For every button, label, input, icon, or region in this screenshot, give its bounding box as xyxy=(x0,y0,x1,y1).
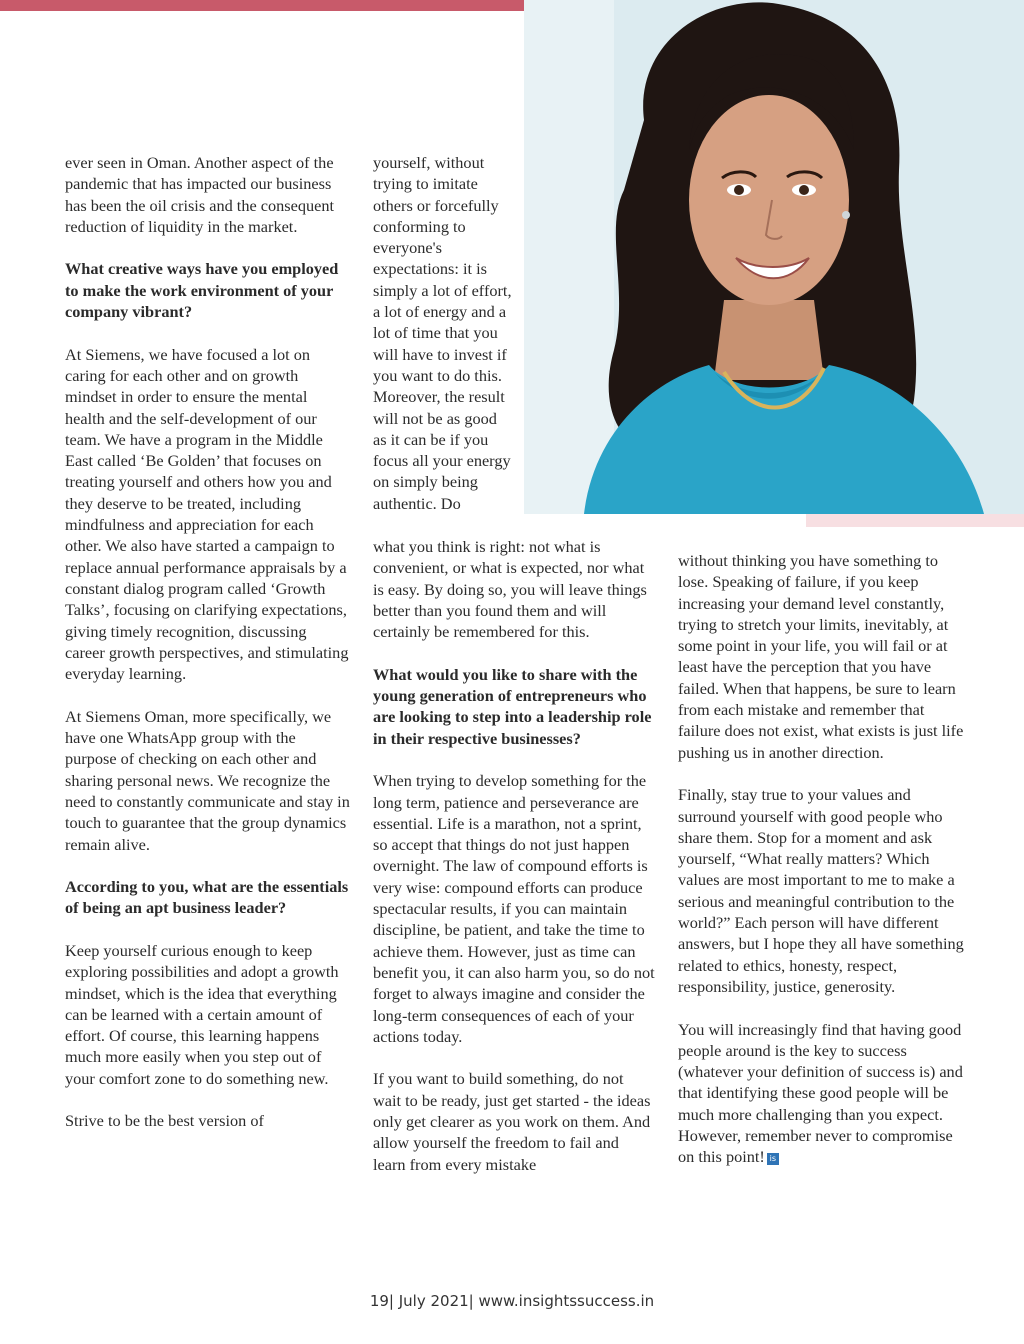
paragraph: If you want to build something, do not wait to be ready, just get started - the ideas only get clearer as you work on them. And allow yourself the freedom to fail and learn from every mistake xyxy=(373,1069,651,1174)
paragraph: yourself, without trying to imitate others or forcefully conforming to everyone's expectations: it is simply a lot of effort, a lot of energy and a lot of time that you will have to invest if you want to do this. Moreover, the result will not be as good as it can be if you focus all your energy on simply being authentic. Do xyxy=(373,153,512,513)
paragraph-final xyxy=(678,1019,968,1168)
page-footer: 19| July 2021| www.insightssuccess.in xyxy=(369,1292,655,1310)
paragraph: Strive to be the best version of xyxy=(65,1111,264,1131)
column-2 xyxy=(373,536,655,1196)
paragraph: At Siemens, we have focused a lot on caring for each other and on growth mindset in order to ensure the mental health and the self-development of our team. We have a program in the Middle East called ‘Be Golden’ that focuses on treating yourself and others how you and they deserve to be treated, including mindfulness and appreciation for each other. We also have started a campaign to replace annual performance appraisals by a constant dialog program called ‘Growth Talks’, focusing on clarifying expectations, giving timely recognition, discussing career growth perspectives, and stimulating everyday learning. xyxy=(65,344,349,684)
pink-accent-block xyxy=(806,514,1024,527)
column-3 xyxy=(678,550,968,1189)
end-mark-icon: is xyxy=(767,1153,779,1165)
paragraph: without thinking you have something to lose. Speaking of failure, if you keep increasing your demand level constantly, trying to stretch your limits, inevitably, at some point in your life, you will fail or at least have the perception that you have failed. When that happens, be sure to learn from each mistake and remember that failure does not exist, what exists is just life pushing us in another direction. xyxy=(678,551,964,762)
top-accent-bar xyxy=(0,0,524,11)
paragraph: When trying to develop something for the long term, patience and perseverance are essential. Life is a marathon, not a sprint, so accept that things do not just happen overnight. The law of compound efforts is very wise: compound efforts can produce spectacular results, if you can maintain discipline, be patient, and take the time to achieve them. However, just as time can benefit you, it can also harm you, so do not forget to always imagine and consider the long-term consequences of each of your actions today. xyxy=(373,771,655,1046)
paragraph-text: You will increasingly find that having good people around is the key to success (whatever your definition of success is) and that identifying these good people will be much more challenging than you expect. However, remember never to compromise on this point! xyxy=(678,1019,963,1167)
paragraph: what you think is right: not what is convenient, or what is expected, nor what is easy. By doing so, you will leave things better than you found them and will certainly be remembered for this. xyxy=(373,537,647,642)
paragraph: Finally, stay true to your values and surround yourself with good people who share them. Stop for a moment and ask yourself, “What really matters? Which values are most important to me to make a serious and meaningful contribution to the world?” Each person will have different answers, but I hope they all have something related to ethics, honesty, respect, responsibility, justice, generosity. xyxy=(678,785,964,996)
paragraph: At Siemens Oman, more specifically, we have one WhatsApp group with the purpose of checking on each other and sharing personal news. We recognize the need to constantly communicate and stay in touch to guarantee that the group dynamics remain alive. xyxy=(65,706,350,854)
column-1 xyxy=(65,152,350,1153)
portrait-illustration xyxy=(524,0,1024,514)
question-heading: What would you like to share with the young generation of entrepreneurs who are looking to step into a leadership role in their respective businesses? xyxy=(373,664,652,748)
question-heading: What creative ways have you employed to make the work environment of your company vibrant? xyxy=(65,259,339,322)
paragraph: ever seen in Oman. Another aspect of the pandemic that has impacted our business has been the oil crisis and the consequent reduction of liquidity in the market. xyxy=(65,153,335,236)
paragraph: Keep yourself curious enough to keep exploring possibilities and adopt a growth mindset, which is the idea that everything can be learned with a certain amount of effort. Of course, this learning happens much more easily when you step out of your comfort zone to do something new. xyxy=(65,940,339,1088)
column-2-narrow xyxy=(373,152,513,514)
question-heading: According to you, what are the essentials of being an apt business leader? xyxy=(65,877,349,918)
portrait-photo xyxy=(524,0,1024,514)
